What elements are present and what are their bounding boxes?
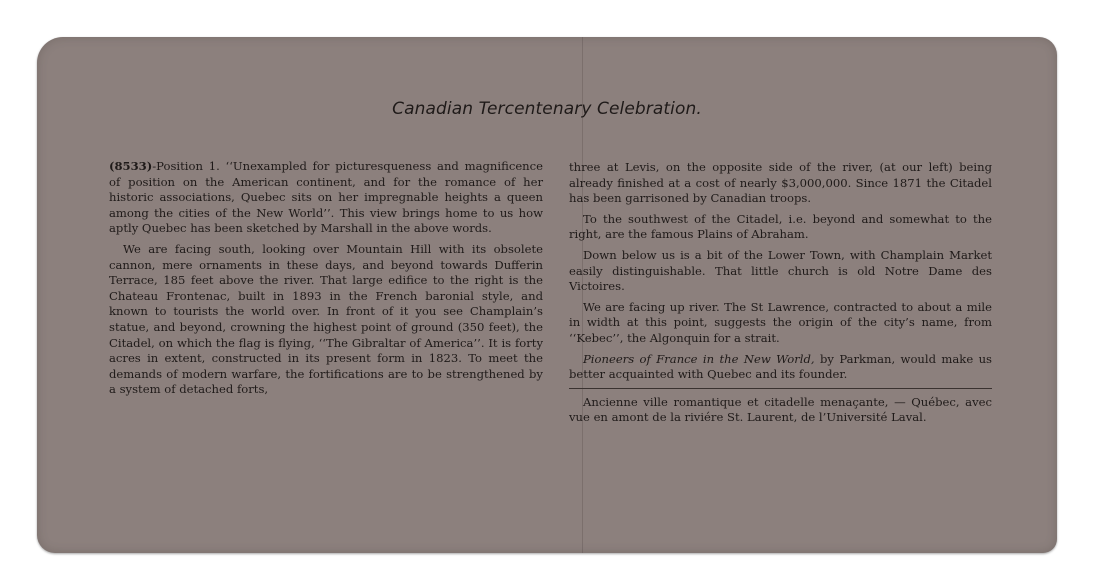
stereoview-card-back xyxy=(37,37,1057,553)
right-text-column xyxy=(569,160,992,431)
left-paragraph-1 xyxy=(109,159,543,237)
position-label: -Position 1. xyxy=(152,159,220,173)
opening-quote: ‘‘Unexampled for picturesqueness and magnificence of position on the American continent, and for the romance of her historic associations, Quebec sits on her impregnable heights a queen among the cities of the New World’’. This view brings home to us how aptly Quebec has been sketched by Marshall in the above words. xyxy=(109,159,544,236)
left-paragraph-2: We are facing south, looking over Mountain Hill with its obsolete cannon, mere ornaments in these days, and beyond towards Dufferin Terrace, 185 feet above the river. That large edifice to the right is the Chateau Frontenac, built in 1893 in the French baronial style, and known to tourists the world over. In front of it you see Champlain’s statue, and beyond, crowning the highest point of ground (350 feet), the Citadel, on which the flag is flying, ‘‘The Gibraltar of America’’. It is forty acres in extent, constructed in its present form in 1823. To meet the demands of modern warfare, the fortifications are to be strengthened by a system of detached forts, xyxy=(109,241,543,397)
right-paragraph-3: Down below us is a bit of the Lower Town, with Champlain Market easily distinguishable. That little church is old Notre Dame des Victoires. xyxy=(569,247,992,294)
card-title: Canadian Tercentenary Celebration. xyxy=(392,99,702,119)
book-title: Pioneers of France in the New World, xyxy=(583,351,815,366)
right-paragraph-1: three at Levis, on the opposite side of the river, (at our left) being already finished at a cost of nearly $3,000,000. Since 1871 the Citadel has been garrisoned by Canadian troops. xyxy=(569,160,992,206)
french-caption: Ancienne ville romantique et citadelle menaçante, — Québec, avec vue en amont de la riviére St. Laurent, de l’Université Laval. xyxy=(569,394,992,425)
left-text-column xyxy=(109,159,543,403)
divider-rule xyxy=(569,388,992,389)
right-paragraph-2: To the southwest of the Citadel, i.e. beyond and somewhat to the right, are the famous Plains of Abraham. xyxy=(569,211,992,242)
book-note: by Parkman, would make us better acquainted with Quebec and its founder. xyxy=(569,351,992,382)
catalog-number: (8533) xyxy=(109,159,153,173)
right-paragraph-4: We are facing up river. The St Lawrence, contracted to about a mile in width at this point, suggests the origin of the city’s name, from ‘‘Kebec’’, the Algonquin for a strait. xyxy=(569,299,992,345)
right-paragraph-5 xyxy=(569,352,992,383)
